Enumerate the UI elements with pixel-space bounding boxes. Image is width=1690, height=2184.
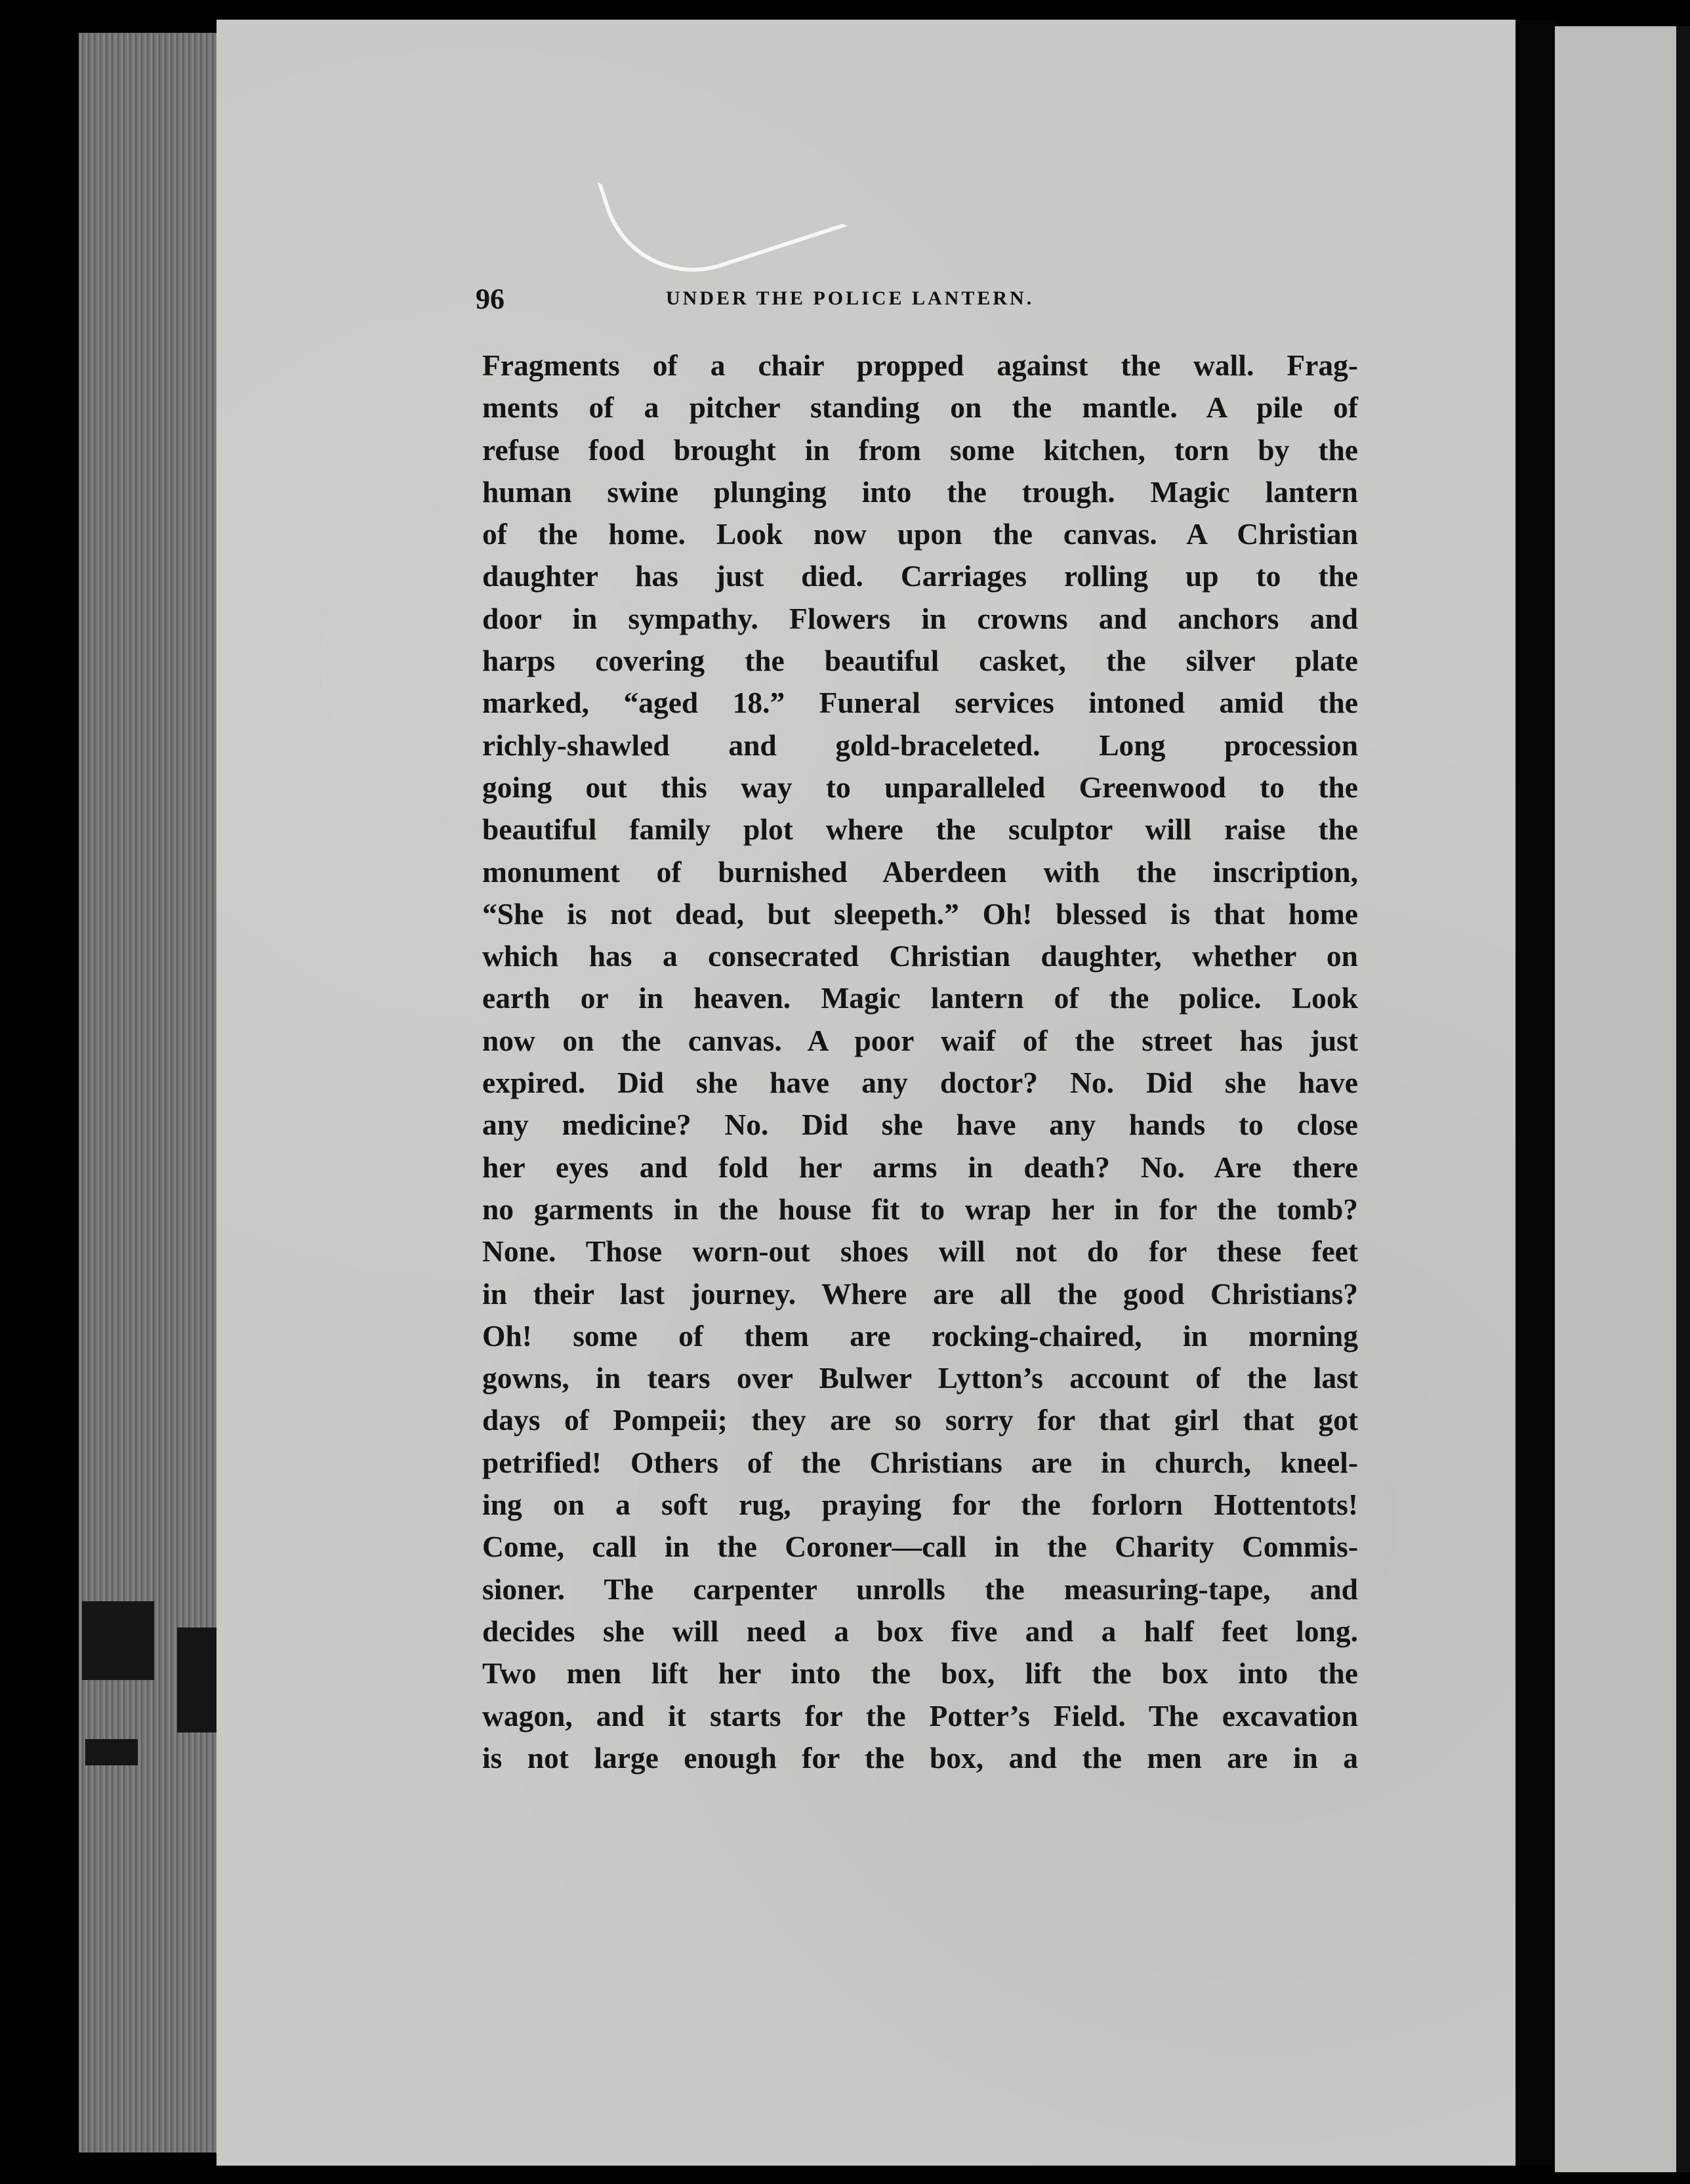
text-line: is not large enough for the box, and the men are in a (482, 1740, 1358, 1774)
next-page-rule (1676, 26, 1690, 2172)
text-line: gowns, in tears over Bulwer Lytton’s account of the last (482, 1361, 1358, 1395)
edge-stain-mark (82, 1601, 154, 1680)
text-line: Come, call in the Coroner—call in the Charity Commis- (482, 1530, 1358, 1564)
text-line: None. Those worn-out shoes will not do for these feet (482, 1234, 1358, 1269)
text-line: which has a consecrated Christian daughter, whether on (482, 939, 1358, 973)
text-line: sioner. The carpenter unrolls the measuring-tape, and (482, 1572, 1358, 1606)
text-line: harps covering the beautiful casket, the silver plate (482, 644, 1358, 678)
text-line: now on the canvas. A poor waif of the street has just (482, 1023, 1358, 1057)
text-line: “She is not dead, but sleepeth.” Oh! blessed is that home (482, 896, 1358, 931)
text-line: human swine plunging into the trough. Magic lantern (482, 474, 1358, 509)
text-line: in their last journey. Where are all the good Christians? (482, 1276, 1358, 1311)
text-line: Oh! some of them are rocking-chaired, in morning (482, 1318, 1358, 1353)
text-line: earth or in heaven. Magic lantern of the police. Look (482, 981, 1358, 1015)
text-line: richly-shawled and gold-braceleted. Long procession (482, 728, 1358, 762)
text-line: her eyes and fold her arms in death? No. Are there (482, 1150, 1358, 1184)
edge-stain-mark (85, 1739, 138, 1765)
text-line: monument of burnished Aberdeen with the inscription, (482, 854, 1358, 889)
text-line: Fragments of a chair propped against the wall. Frag- (482, 348, 1358, 382)
body-text (482, 345, 1358, 1779)
text-line: door in sympathy. Flowers in crowns and anchors and (482, 601, 1358, 635)
text-line: ments of a pitcher standing on the mantle. A pile of (482, 390, 1358, 425)
text-line: ing on a soft rug, praying for the forlorn Hottentots! (482, 1488, 1358, 1522)
text-line: decides she will need a box five and a half feet long. (482, 1614, 1358, 1648)
text-line: daughter has just died. Carriages rolling up to the (482, 559, 1358, 593)
running-head (476, 282, 1355, 328)
text-line: of the home. Look now upon the canvas. A Christian (482, 517, 1358, 551)
text-line: days of Pompeii; they are so sorry for that girl that got (482, 1403, 1358, 1437)
text-line: beautiful family plot where the sculptor will raise the (482, 812, 1358, 847)
text-line: refuse food brought in from some kitchen, torn by the (482, 432, 1358, 467)
paper-stain (597, 113, 848, 296)
text-line: going out this way to unparalleled Greenwood to the (482, 770, 1358, 804)
next-page-edge (1555, 26, 1690, 2172)
text-line: any medicine? No. Did she have any hands to close (482, 1108, 1358, 1142)
text-line: no garments in the house fit to wrap her in for the tomb? (482, 1192, 1358, 1226)
text-line: petrified! Others of the Christians are in church, kneel- (482, 1445, 1358, 1479)
text-line: expired. Did she have any doctor? No. Did she have (482, 1066, 1358, 1100)
page-gutter (1515, 20, 1555, 2166)
text-line: marked, “aged 18.” Funeral services intoned amid the (482, 686, 1358, 720)
page-number: 96 (476, 283, 505, 315)
text-line: Two men lift her into the box, lift the box into the (482, 1656, 1358, 1690)
running-title: UNDER THE POLICE LANTERN. (666, 287, 1035, 309)
text-line: wagon, and it starts for the Potter’s Field. The excavation (482, 1698, 1358, 1732)
